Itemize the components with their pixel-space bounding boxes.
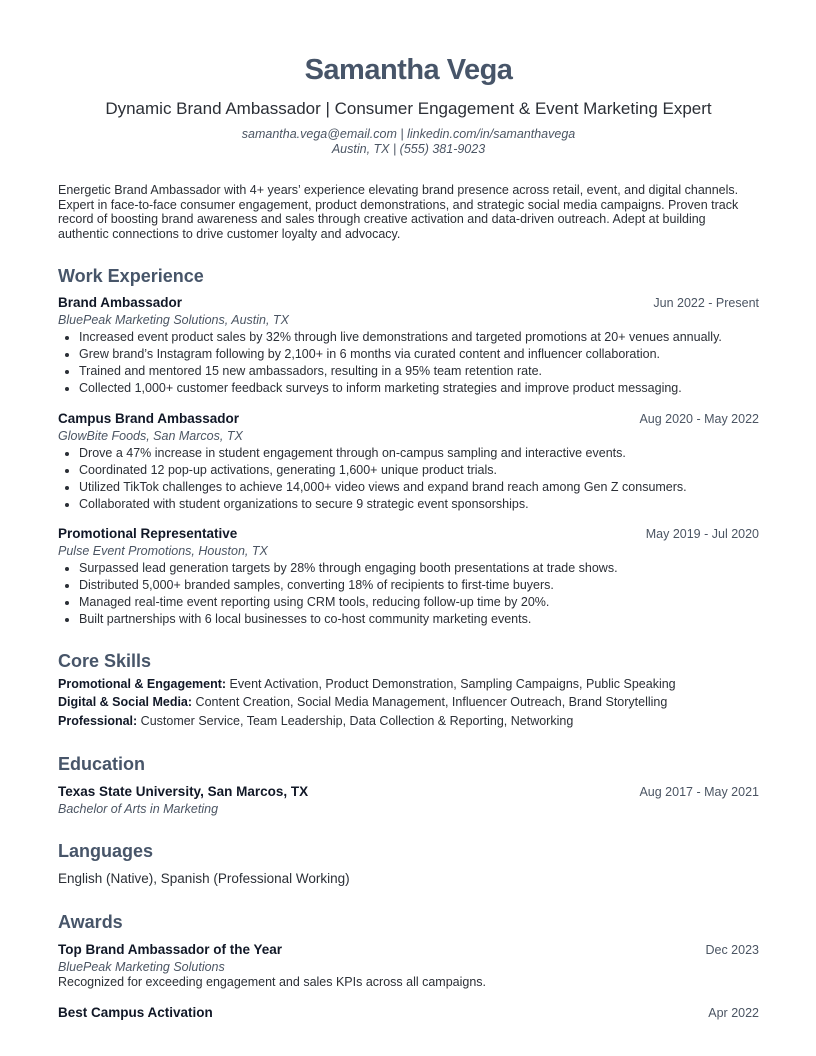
job-title: Brand Ambassador [58, 295, 183, 310]
section-title-education: Education [58, 753, 146, 774]
education-dates: Aug 2017 - May 2021 [639, 784, 759, 799]
languages-section [58, 840, 759, 887]
job-bullet: • Increased event product sales by 32% through live demonstrations and targeted promotions at 20+ venues annually. [79, 330, 759, 345]
job-bullet: • Utilized TikTok challenges to achieve 14,000+ video views and expand brand reach among Gen Z consumers. [79, 480, 759, 495]
award-date: Dec 2023 [705, 942, 759, 957]
candidate-name: Samantha Vega [304, 54, 513, 86]
job-dates: Jun 2022 - Present [653, 296, 759, 310]
award-entry [58, 1004, 759, 1022]
job-entry [58, 410, 759, 512]
award-date: Apr 2022 [708, 1005, 759, 1020]
section-title-work-experience: Work Experience [58, 266, 204, 286]
skill-line [58, 695, 759, 710]
job-entry [58, 525, 759, 627]
contact-line-location-phone: Austin, TX | (555) 381-9023 [331, 142, 486, 156]
job-bullets [58, 330, 759, 396]
awards-section [58, 911, 759, 1022]
section-title-awards: Awards [58, 911, 123, 932]
job-bullet: • Grew brand’s Instagram following by 2,100+ in 6 months via curated content and influencer collaboration. [79, 347, 759, 362]
languages-list: English (Native), Spanish (Professional Working) [58, 870, 350, 886]
skill-category: Promotional & Engagement: [58, 676, 227, 691]
section-title-core-skills: Core Skills [58, 650, 152, 671]
award-entry [58, 941, 759, 990]
job-title: Campus Brand Ambassador [58, 410, 240, 426]
school-name: Texas State University, San Marcos, TX [58, 783, 309, 799]
skill-values: Customer Service, Team Leadership, Data Collection & Reporting, Networking [137, 713, 574, 728]
job-company: Pulse Event Promotions, Houston, TX [58, 544, 268, 558]
award-organization: BluePeak Marketing Solutions [58, 959, 225, 974]
degree: Bachelor of Arts in Marketing [58, 801, 219, 816]
job-entry [58, 294, 759, 396]
education-section [58, 753, 759, 817]
job-company: BluePeak Marketing Solutions, Austin, TX [58, 313, 289, 327]
resume-page [58, 52, 759, 1022]
candidate-headline: Dynamic Brand Ambassador | Consumer Engagement & Event Marketing Expert [105, 99, 712, 118]
award-title: Top Brand Ambassador of the Year [58, 941, 283, 957]
job-bullets [58, 446, 759, 512]
job-bullet: • Coordinated 12 pop-up activations, generating 1,600+ unique product trials. [79, 463, 759, 478]
job-bullet: • Drove a 47% increase in student engagement through on-campus sampling and interactive events. [79, 446, 759, 461]
job-bullet: • Distributed 5,000+ branded samples, converting 18% of recipients to first-time buyers. [79, 578, 759, 593]
award-description: Recognized for exceeding engagement and sales KPIs across all campaigns. [58, 974, 487, 989]
section-title-languages: Languages [58, 840, 154, 861]
work-experience-section [58, 265, 759, 627]
skill-values: Event Activation, Product Demonstration, Sampling Campaigns, Public Speaking [226, 676, 676, 691]
award-title: Best Campus Activation [58, 1004, 213, 1020]
contact-line-email-linkedin: samantha.vega@email.com | linkedin.com/in/samanthavega [241, 127, 576, 141]
job-bullet: • Collaborated with student organizations to secure 9 strategic event sponsorships. [79, 497, 759, 512]
job-bullet: • Managed real-time event reporting using CRM tools, reducing follow-up time by 20%. [79, 595, 759, 610]
job-bullet: • Trained and mentored 15 new ambassadors, resulting in a 95% team retention rate. [79, 364, 759, 379]
core-skills-section [58, 650, 759, 729]
job-bullet: • Surpassed lead generation targets by 28% through engaging booth presentations at trade shows. [79, 561, 759, 576]
job-company: GlowBite Foods, San Marcos, TX [58, 428, 243, 443]
skill-category: Professional: [58, 713, 138, 728]
job-bullets [58, 561, 759, 627]
job-dates: Aug 2020 - May 2022 [639, 411, 759, 426]
job-title: Promotional Representative [58, 526, 238, 541]
skill-category: Digital & Social Media: [58, 695, 193, 709]
skill-line [58, 677, 759, 692]
job-bullet: • Collected 1,000+ customer feedback surveys to inform marketing strategies and improve product messaging. [79, 381, 759, 396]
job-bullet: • Built partnerships with 6 local businesses to co-host community marketing events. [79, 612, 759, 627]
resume-header [58, 52, 759, 157]
professional-summary: Energetic Brand Ambassador with 4+ years’ experience elevating brand presence across retail, event, and digital channels. Expert in face-to-face consumer engagement, product demonstrations, and strategic social media campaigns. Proven track record of boosting brand awareness and sales through creative activation and data-driven outreach. Adept at building authentic connections to drive customer loyalty and advocacy. [58, 183, 739, 241]
skill-values: Content Creation, Social Media Management, Influencer Outreach, Brand Storytelling [192, 695, 668, 709]
job-dates: May 2019 - Jul 2020 [645, 527, 759, 541]
skill-line [58, 714, 759, 729]
